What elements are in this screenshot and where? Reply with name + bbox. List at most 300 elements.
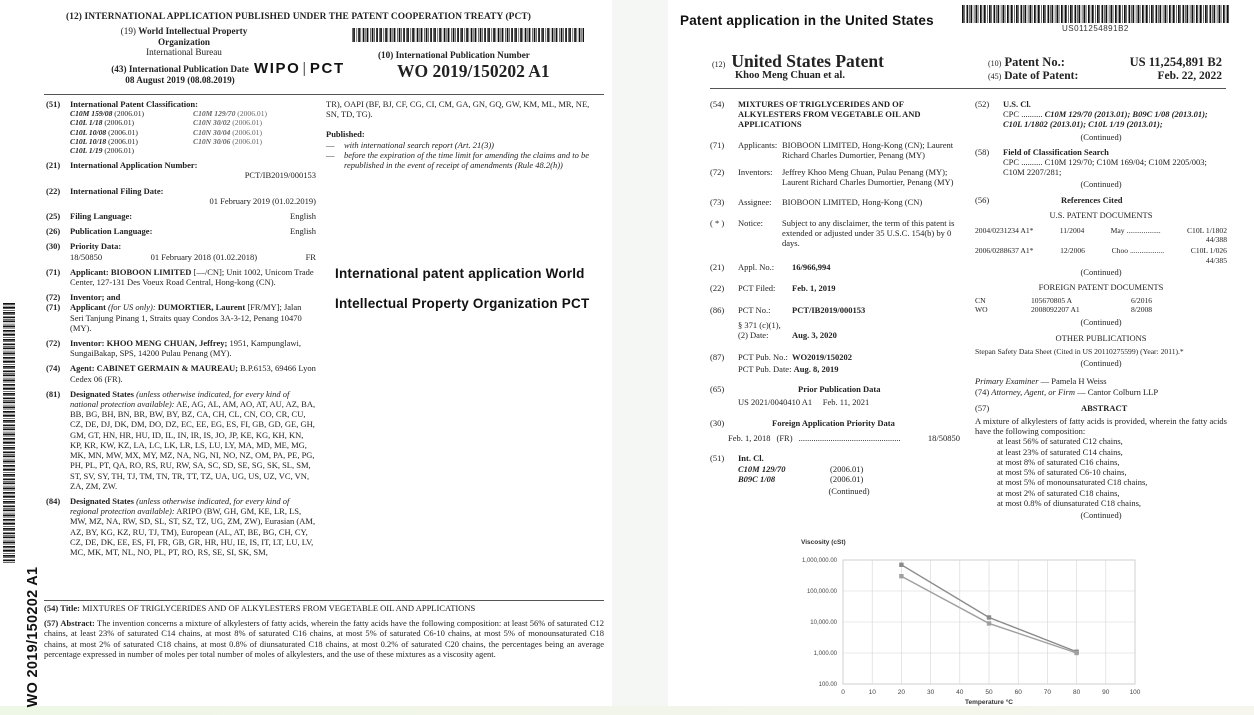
barcode-bar xyxy=(542,28,544,42)
field-number: (26) xyxy=(46,226,61,237)
abstract-item: at most 2% of saturated C18 chains, xyxy=(997,487,1120,498)
us-field-54 xyxy=(710,99,960,130)
priority-date: Feb. 1, 2018 xyxy=(728,433,771,444)
field-label: International Application Number: xyxy=(70,160,198,171)
barcode-bar xyxy=(1050,5,1051,23)
barcode-bar xyxy=(1223,5,1225,23)
field-71b xyxy=(46,302,316,333)
barcode-bar xyxy=(1200,5,1202,23)
caption-us: Patent application in the United States xyxy=(680,13,934,28)
barcode-bar xyxy=(388,28,389,42)
wipo-header-line: (12) INTERNATIONAL APPLICATION PUBLISHED UNDER THE PATENT COOPERATION TREATY (PCT) xyxy=(66,12,531,22)
field-number: (57) xyxy=(44,618,59,629)
cpc-value: C10M 129/70 (2013.01); B09C 1/08 (2013.01); C10L 1/1802 (2013.01); C10L 1/19 (2013.01); xyxy=(1003,109,1208,130)
doc-class2: 44/388 xyxy=(1205,235,1227,245)
barcode-bar xyxy=(1163,5,1164,23)
barcode-bar xyxy=(3,361,15,363)
field-label: ABSTRACT xyxy=(1081,402,1128,413)
us-field-86 xyxy=(710,305,960,315)
barcode-bar xyxy=(460,28,461,42)
barcode-bar xyxy=(3,476,15,477)
barcode-bar xyxy=(1131,5,1132,23)
ipc-row xyxy=(70,146,316,155)
us-doc-row xyxy=(975,226,1227,235)
barcode-bar xyxy=(430,28,432,42)
x-axis-label: Temperature °C xyxy=(965,699,1013,706)
barcode-bar xyxy=(451,28,452,42)
us-field-57 xyxy=(975,403,1227,413)
barcode-bar xyxy=(1133,5,1135,23)
barcode-bar xyxy=(1043,5,1045,23)
barcode-bar xyxy=(1088,5,1090,23)
designated-continued: TR), OAPI (BF, BJ, CF, CG, CI, CM, GA, GN, GQ, GW, KM, ML, MR, NE, SN, TD, TG). xyxy=(326,99,590,120)
barcode-bar xyxy=(1034,5,1036,23)
field-value: [FR/MY]; Jalan Seri Tanjung Pinang 1, Straits quay Condos 3A-3-12, Penang 10470 (MY). xyxy=(70,302,302,333)
barcode-bar xyxy=(3,533,15,535)
other-pubs-text: Stepan Safety Data Sheet (Cited in US 20110275599) (Year: 2011).* xyxy=(975,347,1184,357)
barcode-bar xyxy=(1079,5,1081,23)
us-patent-number xyxy=(988,55,1222,70)
field-71 xyxy=(46,267,316,287)
barcode-bar xyxy=(1041,5,1042,23)
field-value: B.P.6153, 69466 Lyon Cedex 06 (FR). xyxy=(70,363,316,384)
field-number: (51) xyxy=(46,99,61,109)
barcode-bar xyxy=(3,307,15,309)
barcode-bar xyxy=(474,28,475,42)
barcode-bar xyxy=(1158,5,1159,23)
barcode-bar xyxy=(1084,5,1086,23)
ipc-row xyxy=(70,128,316,137)
barcode-bar xyxy=(3,555,15,557)
field-number: (72) xyxy=(46,292,61,303)
doc-number: 2008092207 A1 xyxy=(1031,305,1080,315)
barcode-bar xyxy=(3,501,15,503)
barcode-bar xyxy=(1187,5,1189,23)
barcode-bar xyxy=(978,5,979,23)
barcode-bar xyxy=(3,402,15,404)
barcode-bar xyxy=(3,490,15,491)
int-cl-year: (2006.01) xyxy=(830,463,864,474)
us-barcode-icon xyxy=(962,5,1230,23)
examiner xyxy=(975,376,1227,386)
ipc-list xyxy=(70,109,316,155)
barcode-bar xyxy=(3,522,15,523)
barcode-bar xyxy=(442,28,443,42)
barcode-bar xyxy=(496,28,497,42)
barcode-bar xyxy=(3,461,15,463)
barcode-bar xyxy=(962,5,964,23)
field-number: (25) xyxy=(46,211,61,222)
barcode-bar xyxy=(453,28,455,42)
us-date-of-patent xyxy=(988,70,1222,82)
ipc-year: (2006.01) xyxy=(102,146,135,156)
field-number: (52) xyxy=(975,99,990,109)
barcode-bar xyxy=(3,310,15,311)
field-label: Applicant xyxy=(70,302,106,313)
field-label: International Patent Classification: xyxy=(70,99,198,109)
barcode-bar xyxy=(469,28,470,42)
doc-class: C10L 1/026 xyxy=(1190,246,1227,256)
barcode-bar xyxy=(3,503,15,504)
barcode-bar xyxy=(1227,5,1229,23)
barcode-bar xyxy=(1212,5,1213,23)
x-tick-label: 60 xyxy=(1014,689,1022,696)
abstract-item: at most 0.8% of diunsaturated C18 chains, xyxy=(997,497,1142,508)
barcode-bar xyxy=(3,422,15,423)
barcode-bar xyxy=(3,387,15,388)
barcode-bar xyxy=(3,364,15,365)
field-number: (71) xyxy=(46,266,61,277)
foreign-doc-row xyxy=(975,296,1227,305)
field-number: (57) xyxy=(975,402,990,413)
barcode-bar xyxy=(394,28,396,42)
field-51 xyxy=(46,99,316,155)
barcode-bar xyxy=(1037,5,1038,23)
barcode-bar xyxy=(3,456,15,458)
ipc-code xyxy=(70,146,193,155)
field-label: Field of Classification Search xyxy=(1003,146,1109,157)
field-value: [—/CN]; Unit 1002, Unicom Trade Center, 127-131 Des Voeux Road Central, Hong-kong (CN). xyxy=(70,266,314,288)
field-value: BIOBOON LIMITED, Hong-Kong (CN); Laurent Richard Charles Dumortier, Penang (MY) xyxy=(782,139,954,160)
abstract-item: at most 5% of monounsaturated C18 chains, xyxy=(997,477,1148,488)
barcode-bar xyxy=(3,328,15,329)
barcode-bar xyxy=(1003,5,1005,23)
field-label: PCT Pub. Date: xyxy=(738,364,792,375)
series-point-2 xyxy=(987,621,991,625)
ipc-row xyxy=(70,109,316,118)
field-label: Priority Data: xyxy=(70,241,122,252)
int-cl-year: (2006.01) xyxy=(830,473,864,484)
wipo-title-abstract xyxy=(44,603,604,659)
barcode-bar xyxy=(1169,5,1171,23)
barcode-bar xyxy=(505,28,506,42)
barcode-bar xyxy=(989,5,991,23)
barcode-bar xyxy=(1028,5,1029,23)
ipc-code xyxy=(193,146,316,155)
ipc-year: (2006.01) xyxy=(112,109,145,119)
barcode-bar xyxy=(3,405,15,406)
barcode-bar xyxy=(3,366,15,368)
barcode-bar xyxy=(511,28,513,42)
barcode-bar xyxy=(3,306,15,307)
field-number: (45) xyxy=(988,72,1002,81)
field-label: Title: xyxy=(60,603,80,613)
barcode-bar xyxy=(3,420,15,422)
x-tick-label: 30 xyxy=(926,689,935,696)
barcode-bar xyxy=(1207,5,1208,23)
barcode-bar xyxy=(1138,5,1140,23)
field-label: (2) Date: xyxy=(738,330,769,341)
barcode-bar xyxy=(3,468,15,469)
ipc-code xyxy=(193,109,316,118)
barcode-bar xyxy=(964,5,965,23)
cpc-label: CPC .......... xyxy=(1003,157,1043,168)
barcode-bar xyxy=(525,28,527,42)
wipo-logo: WIPO | PCT xyxy=(254,60,345,77)
barcode-bar xyxy=(1016,5,1018,23)
us-doc-row xyxy=(975,246,1227,255)
field-label: References Cited xyxy=(1061,194,1123,205)
barcode-bar xyxy=(3,357,15,359)
barcode-bar xyxy=(3,515,15,517)
us-left-column xyxy=(710,99,960,501)
barcode-bar xyxy=(3,380,15,382)
barcode-bar xyxy=(528,28,529,42)
field-number: (19) xyxy=(120,26,136,36)
barcode-bar xyxy=(3,479,15,481)
field-number: (10) xyxy=(988,59,1002,68)
barcode-bar xyxy=(3,542,15,544)
barcode-bar xyxy=(3,415,15,417)
barcode-bar xyxy=(1061,5,1063,23)
barcode-bar xyxy=(561,28,563,42)
barcode-bar xyxy=(3,495,15,496)
barcode-bar xyxy=(1091,5,1092,23)
barcode-bar xyxy=(3,314,15,315)
field-note: (unless otherwise indicated, for every kind of national protection available): xyxy=(70,388,290,410)
title-value: MIXTURES OF TRIGLYCERIDES AND OF ALKYLESTERS FROM VEGETABLE OIL AND APPLICATIONS xyxy=(82,603,476,613)
barcode-bar xyxy=(976,5,978,23)
abstract-list xyxy=(975,436,1227,507)
divider xyxy=(710,88,1226,89)
barcode-bar xyxy=(980,5,982,23)
us-field-52 xyxy=(975,99,1227,130)
field-value: Aug. 3, 2020 xyxy=(792,330,837,341)
barcode-bar xyxy=(3,454,15,455)
ipc-class: C10N 30/02 xyxy=(193,118,231,128)
barcode-bar xyxy=(433,28,434,42)
barcode-bar xyxy=(480,28,482,42)
foreign-docs-list xyxy=(975,296,1227,314)
series-point-1 xyxy=(987,615,991,619)
barcode-bar xyxy=(1113,5,1114,23)
us-field-65-value xyxy=(710,397,960,407)
barcode-bar xyxy=(3,459,15,460)
dt-label: Date of Patent: xyxy=(1004,70,1079,82)
barcode-bar xyxy=(546,28,547,42)
field-value: Subject to any disclaimer, the term of this patent is extended or adjusted under 35 U.S.C. 154(b) by 0 days. xyxy=(782,217,955,249)
barcode-bar xyxy=(1205,5,1207,23)
priority-country: FR xyxy=(305,251,316,262)
barcode-bar xyxy=(3,486,15,487)
field-number: (58) xyxy=(975,146,990,157)
us-field-87-date xyxy=(710,364,960,374)
attorney-label: Attorney, Agent, or Firm xyxy=(991,386,1075,397)
barcode-bar xyxy=(1007,5,1009,23)
barcode-bar xyxy=(374,28,375,42)
field-74 xyxy=(46,363,316,383)
barcode-bar xyxy=(509,28,510,42)
barcode-bar xyxy=(3,414,15,415)
field-number: (22) xyxy=(46,185,61,196)
field-value: PCT/IB2019/000153 xyxy=(244,170,316,181)
field-label: Inventors: xyxy=(738,167,773,178)
field-26 xyxy=(46,226,316,236)
ipc-year: (2006.01) xyxy=(235,109,268,119)
barcode-bar xyxy=(3,427,15,428)
barcode-bar xyxy=(3,452,15,454)
barcode-bar xyxy=(574,28,576,42)
field-number: (74) xyxy=(975,386,990,397)
barcode-bar xyxy=(1194,5,1195,23)
us-field-22 xyxy=(710,283,960,293)
field-value: Jeffrey Khoo Meng Chuan, Pulau Penang (MY); Laurent Richard Charles Dumortier, Penang (MY) xyxy=(782,167,954,188)
continued-label: (Continued) xyxy=(1080,131,1122,142)
barcode-bar xyxy=(3,321,15,323)
barcode-bar xyxy=(358,28,360,42)
barcode-bar xyxy=(370,28,371,42)
field-number: (30) xyxy=(46,241,61,252)
us-barcode-number: US011254891B2 xyxy=(1062,24,1129,33)
barcode-bar xyxy=(3,472,15,473)
doc-number: 2006/0288637 A1* xyxy=(975,246,1034,256)
barcode-bar xyxy=(1064,5,1065,23)
barcode-bar xyxy=(3,409,15,410)
us-field-72 xyxy=(710,167,960,187)
wipo-left-column xyxy=(46,99,316,562)
barcode-bar xyxy=(996,5,997,23)
ipc-class: C10L 1/18 xyxy=(70,118,103,128)
barcode-bar xyxy=(1122,5,1123,23)
us-field-371 xyxy=(710,320,960,340)
barcode-bar xyxy=(390,28,392,42)
field-label: Notice: xyxy=(738,217,764,228)
barcode-bar xyxy=(3,395,15,396)
barcode-bar xyxy=(3,353,15,355)
examiner-value: — Pamela H Weiss xyxy=(1040,376,1107,387)
wipo-logo-pct: PCT xyxy=(309,60,345,77)
continued-label: (Continued) xyxy=(1080,358,1122,369)
barcode-bar xyxy=(3,391,15,392)
barcode-bar xyxy=(1210,5,1212,23)
barcode-bar xyxy=(3,312,15,314)
ipc-year: (2006.01) xyxy=(102,118,135,128)
priority-country: (FR) xyxy=(776,433,793,444)
doc-class2: 44/385 xyxy=(1205,255,1227,265)
barcode-bar xyxy=(582,28,583,42)
barcode-bar xyxy=(3,398,15,400)
doc-date: 8/2008 xyxy=(1131,305,1153,315)
barcode-bar xyxy=(3,346,15,347)
us-authors: Khoo Meng Chuan et al. xyxy=(735,70,845,81)
barcode-bar xyxy=(536,28,537,42)
barcode-bar xyxy=(492,28,493,42)
barcode-bar xyxy=(1011,5,1013,23)
barcode-bar xyxy=(3,442,15,444)
field-label: U.S. Cl. xyxy=(1003,99,1031,109)
barcode-bar xyxy=(1055,5,1056,23)
attorney xyxy=(975,387,1227,397)
divider xyxy=(44,600,604,601)
barcode-bar xyxy=(3,339,15,341)
x-tick-label: 50 xyxy=(985,689,993,696)
int-cl-row xyxy=(738,474,960,484)
barcode-bar xyxy=(3,438,15,440)
barcode-bar xyxy=(1151,5,1153,23)
priority-app: 18/50850 xyxy=(70,251,103,262)
barcode-bar xyxy=(376,28,378,42)
published-text: before the expiration of the time limit for amending the claims and to be republished in the event of receipt of amendments (Rule 48.2(h)) xyxy=(344,149,589,171)
field-number: (87) xyxy=(710,352,725,363)
field-number: (84) xyxy=(46,495,61,506)
foreign-docs-heading: FOREIGN PATENT DOCUMENTS xyxy=(1038,282,1164,293)
x-tick-label: 10 xyxy=(868,689,876,696)
pn-value: US 11,254,891 B2 xyxy=(1129,55,1222,69)
barcode-bar xyxy=(1219,5,1221,23)
ipc-code xyxy=(70,137,193,146)
ipc-class: C10L 1/19 xyxy=(70,146,103,156)
field-label: Inventor; and xyxy=(70,292,121,303)
examiner-label: Primary Examiner xyxy=(975,376,1039,387)
barcode-bar xyxy=(3,499,15,500)
barcode-bar xyxy=(3,492,15,494)
published-item: — before the expiration of the time limit for amending the claims and to be republished in the event of receipt of amendments (Rule 48.2(h)) xyxy=(326,150,604,170)
field-label: Designated States xyxy=(70,388,134,399)
barcode-bar xyxy=(403,28,405,42)
barcode-bar xyxy=(1190,5,1191,23)
field-date: Feb. 11, 2021 xyxy=(822,396,870,407)
ipc-code xyxy=(70,118,193,127)
int-cl-code: C10M 129/70 xyxy=(738,463,786,474)
barcode-bar xyxy=(493,28,495,42)
barcode-bar xyxy=(3,303,15,305)
barcode-bar xyxy=(538,28,540,42)
barcode-bar xyxy=(3,400,15,401)
field-number: (54) xyxy=(44,603,59,613)
barcode-bar xyxy=(3,508,15,509)
barcode-bar xyxy=(366,28,367,42)
barcode-bar xyxy=(471,28,473,42)
org-line1: World Intellectual Property xyxy=(138,26,248,36)
barcode-bar xyxy=(1048,5,1050,23)
barcode-bar xyxy=(3,432,15,433)
field-value: BIOBOON LIMITED, Hong-Kong (CN) xyxy=(782,197,923,208)
barcode-bar xyxy=(361,28,362,42)
barcode-bar xyxy=(3,549,15,550)
cpc-label: CPC .......... xyxy=(1003,109,1043,120)
ipc-class: C10N 30/06 xyxy=(193,136,231,146)
y-tick-label: 100.00 xyxy=(818,682,837,688)
field-value: English xyxy=(290,226,316,237)
barcode-bar xyxy=(507,28,509,42)
pn-label: Patent No.: xyxy=(1004,55,1065,69)
field-value: English xyxy=(290,211,316,222)
barcode-bar xyxy=(3,553,15,554)
barcode-bar xyxy=(1068,5,1069,23)
wipo-barcode-icon xyxy=(352,28,584,42)
barcode-bar xyxy=(3,344,15,346)
barcode-bar xyxy=(3,544,15,545)
barcode-bar xyxy=(556,28,558,42)
barcode-bar xyxy=(987,5,988,23)
barcode-bar xyxy=(352,28,353,42)
barcode-bar xyxy=(1045,5,1046,23)
barcode-bar xyxy=(1111,5,1113,23)
wipo-right-column xyxy=(326,99,604,170)
barcode-bar xyxy=(498,28,500,42)
barcode-bar xyxy=(1185,5,1186,23)
us-field-56 xyxy=(975,195,1227,205)
ipc-code xyxy=(193,118,316,127)
barcode-bar xyxy=(583,28,584,42)
x-tick-label: 100 xyxy=(1129,689,1141,696)
cpc-value: C10M 129/70; C10M 169/04; C10M 2205/003; C10M 2207/281; xyxy=(1003,157,1207,178)
us-field-87 xyxy=(710,352,960,362)
ipc-code xyxy=(70,109,193,118)
barcode-bar xyxy=(1086,5,1087,23)
barcode-bar xyxy=(1070,5,1072,23)
barcode-bar xyxy=(532,28,533,42)
